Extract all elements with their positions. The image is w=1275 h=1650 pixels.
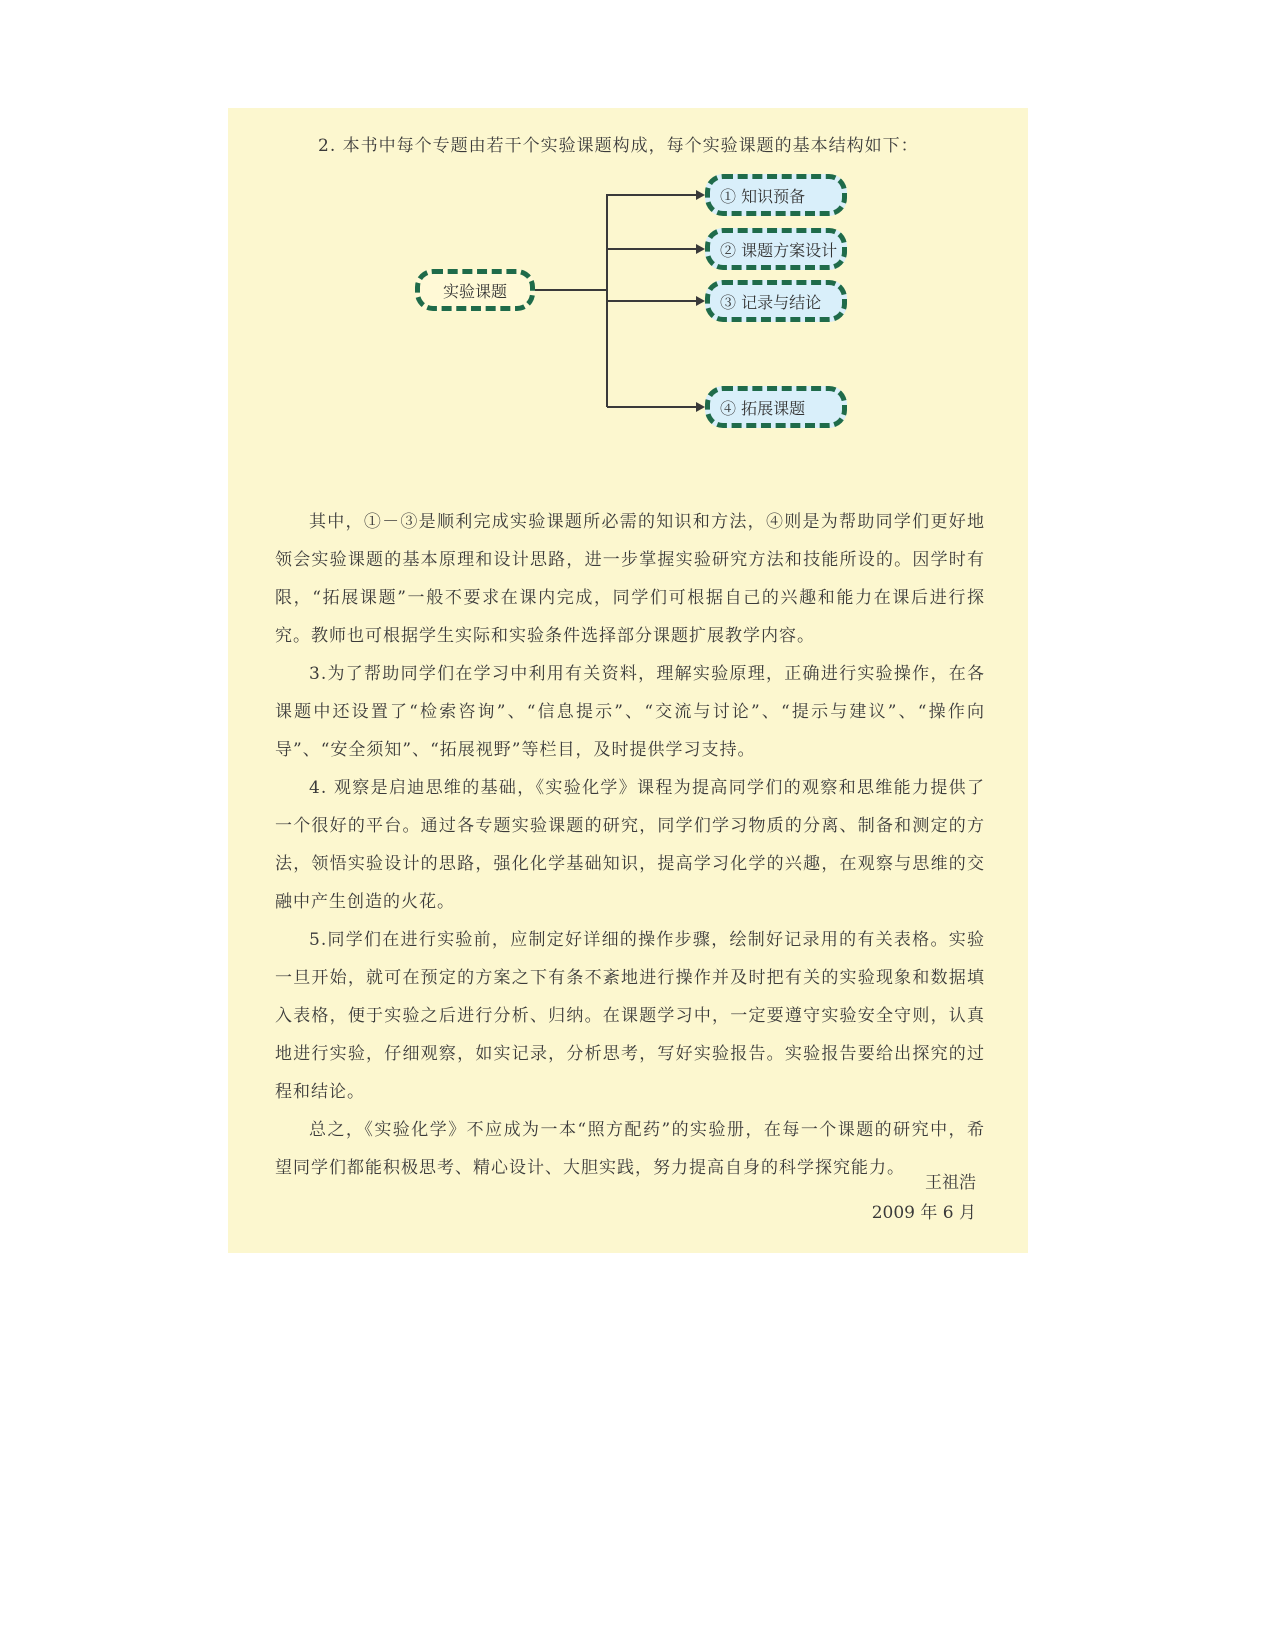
arrow-leaf-3 xyxy=(696,296,705,306)
structure-diagram xyxy=(228,168,1028,498)
signature xyxy=(872,1168,976,1228)
signature-date: 2009 年 6 月 xyxy=(871,1203,976,1223)
arrow-leaf-2 xyxy=(696,244,705,254)
diagram-root-node: 实验课题 xyxy=(415,269,535,311)
diagram-leaf-node-4: ④ 拓展课题 xyxy=(705,386,847,428)
connector-leaf-4 xyxy=(607,406,697,408)
body-text xyxy=(275,503,985,1187)
signature-author: 王祖浩 xyxy=(925,1173,976,1193)
diagram-leaf-node-3: ③ 记录与结论 xyxy=(705,280,847,322)
arrow-leaf-4 xyxy=(696,402,705,412)
paragraph-2: 3.为了帮助同学们在学习中利用有关资料，理解实验原理，正确进行实验操作，在各课题中还设置了“检索咨询”、“信息提示”、“交流与讨论”、“提示与建议”、“操作向导”、“安全须知”、“拓展视野”等栏目，及时提供学习支持。 xyxy=(275,664,985,760)
connector-leaf-1 xyxy=(607,194,697,196)
diagram-leaf-node-1: ① 知识预备 xyxy=(705,174,847,216)
connector-leaf-3 xyxy=(607,300,697,302)
paragraph-1: 其中，①－③是顺利完成实验课题所必需的知识和方法，④则是为帮助同学们更好地领会实验课题的基本原理和设计思路，进一步掌握实验研究方法和技能所设的。因学时有限，“拓展课题”一般不要求在课内完成，同学们可根据自己的兴趣和能力在课后进行探究。教师也可根据学生实际和实验条件选择部分课题扩展教学内容。 xyxy=(275,512,985,646)
paragraph-3: 4. 观察是启迪思维的基础，《实验化学》课程为提高同学们的观察和思维能力提供了一个很好的平台。通过各专题实验课题的研究，同学们学习物质的分离、制备和测定的方法，领悟实验设计的思路，强化化学基础知识，提高学习化学的兴趣，在观察与思维的交融中产生创造的火花。 xyxy=(275,778,985,912)
diagram-leaf-node-2: ② 课题方案设计 xyxy=(705,228,847,270)
connector-leaf-2 xyxy=(607,248,697,250)
paragraph-5: 总之，《实验化学》不应成为一本“照方配药”的实验册，在每一个课题的研究中，希望同学们都能积极思考、精心设计、大胆实践，努力提高自身的科学探究能力。 xyxy=(275,1120,985,1178)
arrow-leaf-1 xyxy=(696,190,705,200)
page-panel xyxy=(228,108,1028,1253)
paragraph-4: 5.同学们在进行实验前，应制定好详细的操作步骤，绘制好记录用的有关表格。实验一旦开始，就可在预定的方案之下有条不紊地进行操作并及时把有关的实验现象和数据填入表格，便于实验之后进行分析、归纳。在课题学习中，一定要遵守实验安全守则，认真地进行实验，仔细观察，如实记录，分析思考，写好实验报告。实验报告要给出探究的过程和结论。 xyxy=(275,930,985,1102)
connector-root xyxy=(535,289,607,291)
section-heading: 2. 本书中每个专题由若干个实验课题构成，每个实验课题的基本结构如下： xyxy=(318,136,919,156)
